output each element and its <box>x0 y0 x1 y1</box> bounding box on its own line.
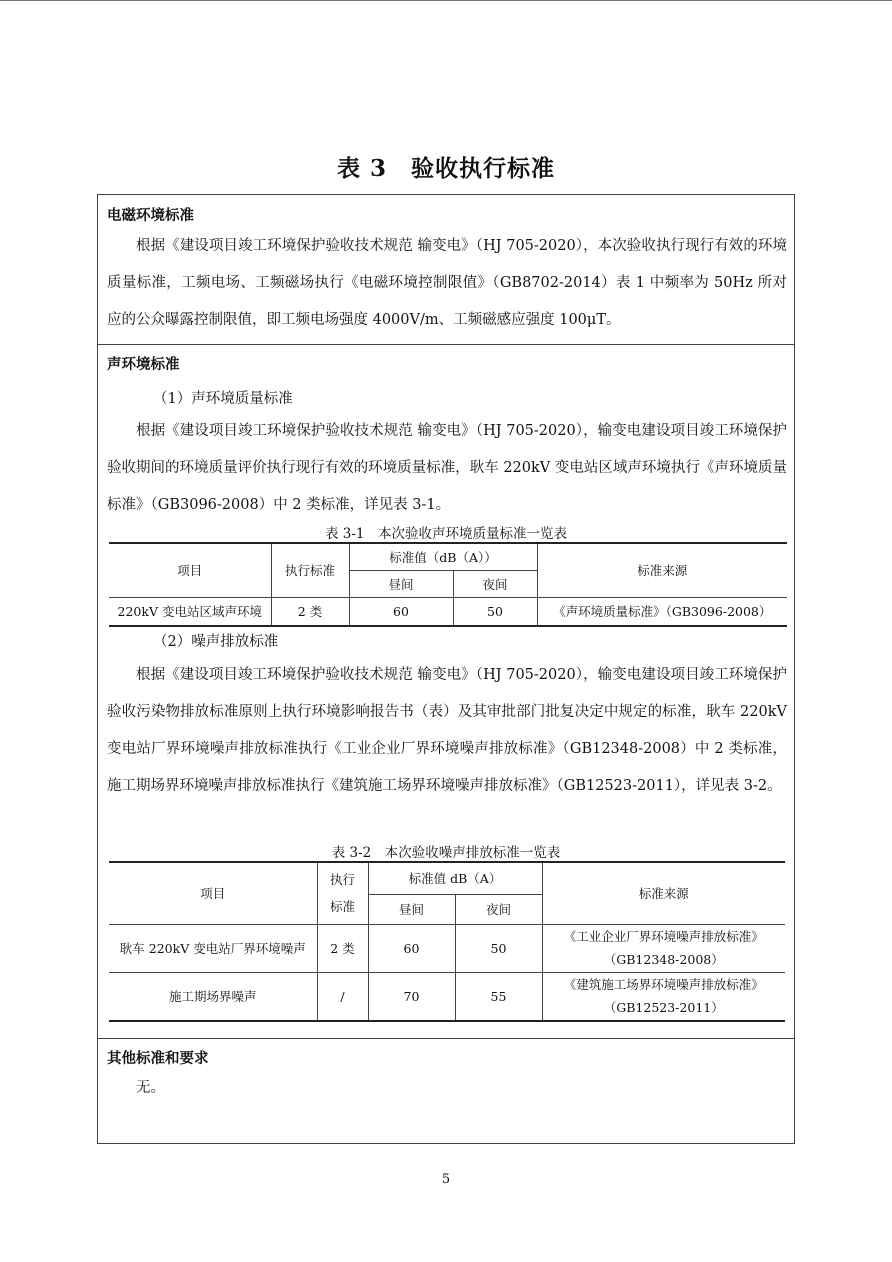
table2-cell-source-line1: 《工业企业厂界环境噪声排放标准》 <box>563 929 764 944</box>
noise-emission-paragraph: 根据《建设项目竣工环境保护验收技术规范 输变电》（HJ 705-2020），输变电建设项目竣工环境保护验收污染物排放标准原则上执行环境影响报告书（表）及其审批部门批复决定中规定的标准，耿车 220kV 变电站厂界环境噪声排放标准执行《工业企业厂界环境噪声排放标准》（GB12348-2008）中 2 类标准，施工期场界环境噪声排放标准执行《建筑施工场界环境噪声排放标准》（GB12523-2011），详见表 3-2。 <box>107 667 787 794</box>
table2-header-day: 昼间 <box>368 894 455 924</box>
noise-emission-table <box>109 861 785 1022</box>
table2-cell-item: 施工期场界噪声 <box>109 972 317 1021</box>
table-row <box>109 924 785 972</box>
table2-cell-item: 耿车 220kV 变电站厂界环境噪声 <box>109 924 317 972</box>
table1-header-limit: 标准值（dB（A）） <box>349 543 537 570</box>
table2-cell-source-line2: （GB12523-2011） <box>603 1000 724 1016</box>
table2-header-limit: 标准值 dB（A） <box>368 862 542 894</box>
noise-standard-section <box>98 344 794 1039</box>
noise-heading: 声环境标准 <box>107 356 180 373</box>
table2-cell-source <box>542 972 785 1021</box>
other-heading: 其他标准和要求 <box>107 1050 209 1067</box>
other-content: 无。 <box>136 1080 165 1096</box>
table1-header-item: 项目 <box>109 543 271 597</box>
top-border-line <box>0 0 892 1</box>
table1-header-day: 昼间 <box>349 570 453 597</box>
table-3-1-caption: 表 3-1 本次验收声环境质量标准一览表 <box>324 526 568 542</box>
table1-header-night: 夜间 <box>453 570 537 597</box>
table2-cell-day: 70 <box>368 972 455 1021</box>
noise-emission-subheading: （2）噪声排放标准 <box>153 634 279 650</box>
table-3-2-caption: 表 3-2 本次验收噪声排放标准一览表 <box>331 845 561 861</box>
table2-header-standard-line2: 标准 <box>329 899 355 915</box>
table2-header-standard <box>317 862 368 924</box>
noise-quality-paragraph: 根据《建设项目竣工环境保护验收技术规范 输变电》（HJ 705-2020），输变电建设项目竣工环境保护验收期间的环境质量评价执行现行有效的环境质量标准，耿车 220kV 变电站区域声环境执行《声环境质量标准》（GB3096-2008）中 2 类标准，详见表 3-1。 <box>107 423 787 513</box>
table2-cell-night: 50 <box>455 924 542 972</box>
other-standard-section <box>98 1038 794 1143</box>
table2-cell-source-line2: （GB12348-2008） <box>603 952 724 967</box>
table2-header-night: 夜间 <box>455 894 542 924</box>
table2-cell-source <box>542 924 785 972</box>
em-heading: 电磁环境标准 <box>107 207 194 224</box>
table-row <box>109 597 787 626</box>
table2-cell-night: 55 <box>455 972 542 1021</box>
table2-cell-source-line1: 《建筑施工场界环境噪声排放标准》 <box>563 977 764 993</box>
noise-quality-table <box>109 542 787 627</box>
noise-quality-subheading: （1）声环境质量标准 <box>153 391 293 407</box>
table-row <box>109 972 785 1021</box>
table2-header-source: 标准来源 <box>542 862 785 924</box>
table2-header-item: 项目 <box>109 862 317 924</box>
table1-cell-source: 《声环境质量标准》（GB3096-2008） <box>537 597 787 626</box>
table2-cell-standard: 2 类 <box>317 924 368 972</box>
page-number: 5 <box>441 1172 451 1187</box>
page-title: 表 3 验收执行标准 <box>336 155 555 182</box>
table1-header-standard: 执行标准 <box>271 543 349 597</box>
table1-cell-night: 50 <box>453 597 537 626</box>
table2-cell-standard: / <box>317 972 368 1021</box>
table1-cell-standard: 2 类 <box>271 597 349 626</box>
em-paragraph: 根据《建设项目竣工环境保护验收技术规范 输变电》（HJ 705-2020），本次验收执行现行有效的环境质量标准，工频电场、工频磁场执行《电磁环境控制限值》（GB8702-2014）表 1 中频率为 50Hz 所对应的公众曝露控制限值，即工频电场强度 4000V/m、工频磁感应强度 100μT。 <box>107 238 787 328</box>
standards-frame <box>97 194 795 1144</box>
table1-cell-day: 60 <box>349 597 453 626</box>
em-standard-section <box>98 195 794 345</box>
table2-cell-day: 60 <box>368 924 455 972</box>
table1-header-source: 标准来源 <box>537 543 787 597</box>
table2-header-standard-line1: 执行 <box>329 872 355 888</box>
table1-cell-item: 220kV 变电站区域声环境 <box>109 597 271 626</box>
